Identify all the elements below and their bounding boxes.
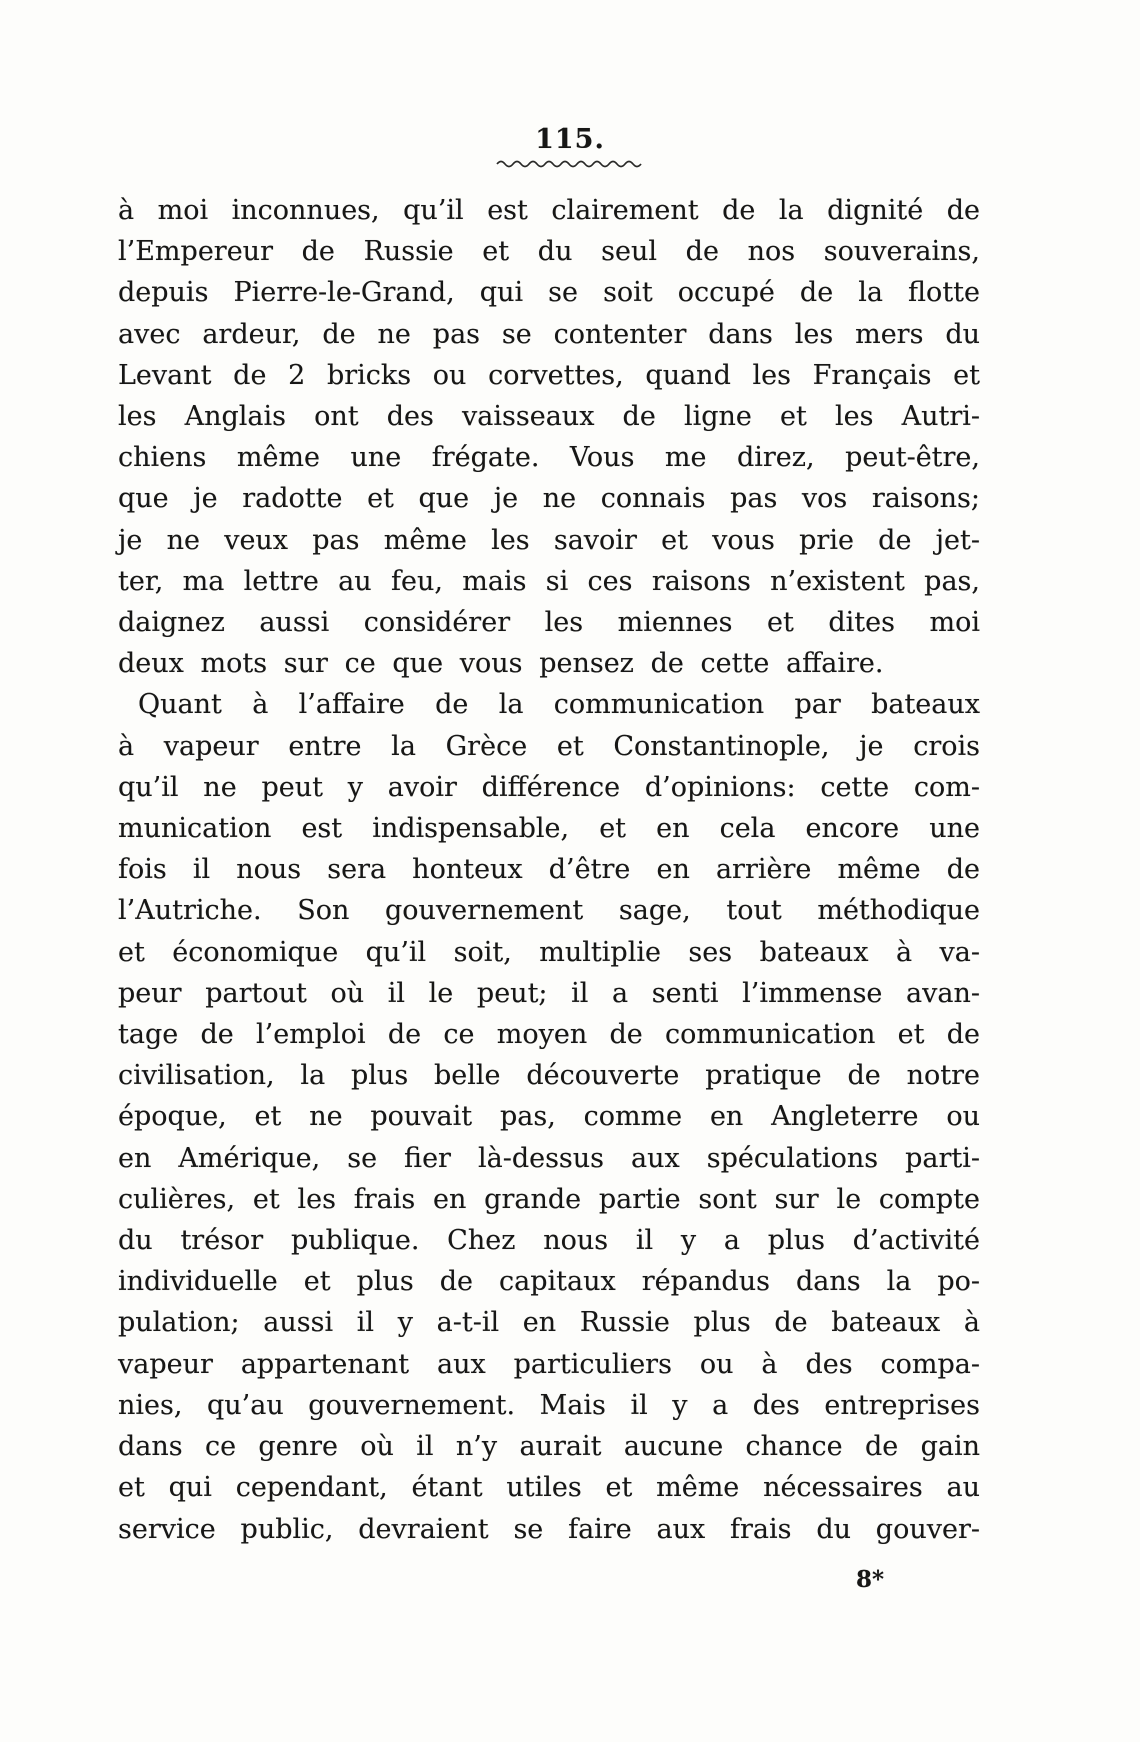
text-line: dans ce genre où il n’y aurait aucune chance de gain	[118, 1431, 980, 1463]
text-line: chiens même une frégate. Vous me direz, peut-être,	[118, 442, 980, 474]
text-line: Quant à l’affaire de la communication par bateaux	[138, 689, 980, 721]
text-line: avec ardeur, de ne pas se contenter dans les mers du	[118, 318, 980, 350]
text-line: vapeur appartenant aux particuliers ou à des compa-	[118, 1348, 980, 1380]
text-line: pulation; aussi il y a-t-il en Russie plus de bateaux à	[118, 1307, 980, 1339]
text-line: nies, qu’au gouvernement. Mais il y a des entreprises	[118, 1389, 980, 1421]
text-line: depuis Pierre-le-Grand, qui se soit occupé de la flotte	[118, 277, 980, 309]
text-line: tage de l’emploi de ce moyen de communication et de	[118, 1019, 980, 1051]
paragraph	[118, 684, 980, 1549]
text-line: en Amérique, se fier là-dessus aux spéculations parti-	[118, 1142, 980, 1174]
page-text	[118, 190, 980, 1550]
text-line: peur partout où il le peut; il a senti l’immense avan-	[118, 977, 980, 1009]
text-line: civilisation, la plus belle découverte pratique de notre	[118, 1060, 980, 1092]
wavy-rule	[495, 157, 645, 169]
text-line: à moi inconnues, qu’il est clairement de la dignité de	[118, 195, 980, 226]
text-line: daignez aussi considérer les miennes et dites moi	[118, 607, 980, 639]
text-line: du trésor publique. Chez nous il y a plus d’activité	[118, 1225, 980, 1257]
paragraph	[118, 190, 980, 684]
text-line: les Anglais ont des vaisseaux de ligne et les Autri-	[118, 401, 980, 433]
text-line: qu’il ne peut y avoir différence d’opinions: cette com-	[118, 771, 980, 803]
text-line: ter, ma lettre au feu, mais si ces raisons n’existent pas,	[118, 565, 980, 597]
text-line: Levant de 2 bricks ou corvettes, quand les Français et	[118, 359, 980, 391]
text-line: l’Empereur de Russie et du seul de nos souverains,	[118, 236, 980, 268]
page-number: 115.	[535, 124, 605, 155]
text-line: je ne veux pas même les savoir et vous prie de jet-	[118, 524, 980, 556]
text-line: l’Autriche. Son gouvernement sage, tout méthodique	[118, 895, 980, 927]
text-line: époque, et ne pouvait pas, comme en Angleterre ou	[118, 1101, 980, 1133]
text-line: individuelle et plus de capitaux répandus dans la po-	[118, 1266, 980, 1298]
text-line: à vapeur entre la Grèce et Constantinople, je crois	[118, 730, 980, 762]
text-line: fois il nous sera honteux d’être en arrière même de	[118, 854, 980, 886]
page-header	[0, 124, 1140, 169]
text-line: munication est indispensable, et en cela encore une	[118, 813, 980, 845]
text-line: et économique qu’il soit, multiplie ses bateaux à va-	[118, 936, 980, 968]
text-line: et qui cependant, étant utiles et même nécessaires au	[118, 1472, 980, 1504]
text-line: service public, devraient se faire aux frais du gouver-	[118, 1513, 980, 1545]
text-line: deux mots sur ce que vous pensez de cette affaire.	[118, 648, 884, 680]
signature-mark: 8*	[856, 1566, 885, 1593]
text-line: que je radotte et que je ne connais pas vos raisons;	[118, 483, 980, 515]
text-line: culières, et les frais en grande partie sont sur le compte	[118, 1183, 980, 1215]
